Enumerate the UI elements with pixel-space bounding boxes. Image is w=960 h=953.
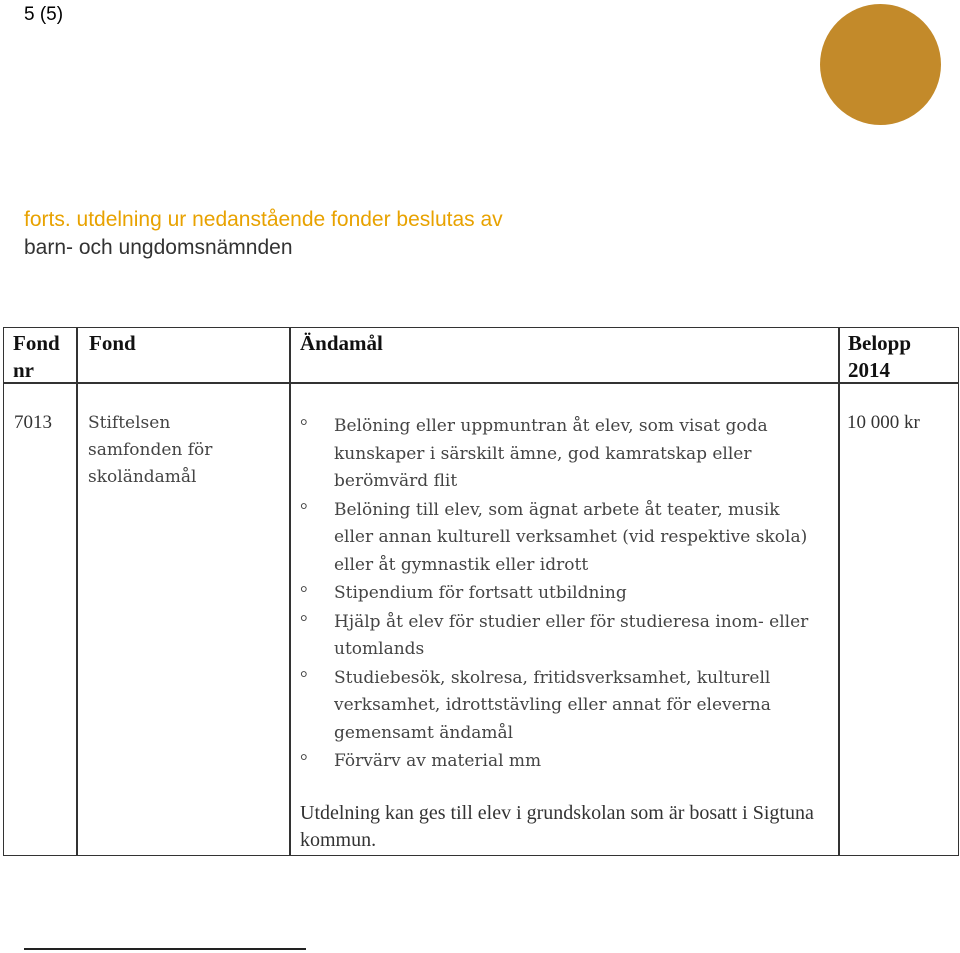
degree-bullet-icon: °	[300, 416, 308, 437]
purpose-item: ° Studiebesök, skolresa, fritidsverksamhet, kulturell verksamhet, idrottstävling eller annat för eleverna gemensamt ändamål	[296, 665, 816, 748]
logo-circle	[820, 4, 941, 125]
amount-value: 10 000 kr	[847, 412, 920, 433]
header-divider	[4, 382, 958, 384]
purpose-item: ° Belöning eller uppmuntran åt elev, som visat goda kunskaper i särskilt ämne, god kamratskap eller berömvärd flit	[296, 413, 816, 496]
header-purpose: Ändamål	[300, 331, 383, 355]
eligibility-note: Utdelning kan ges till elev i grundskolan som är bosatt i Sigtuna kommun.	[300, 802, 814, 851]
section-heading	[24, 206, 724, 262]
degree-bullet-icon: °	[300, 611, 308, 633]
degree-bullet-icon: °	[300, 499, 308, 521]
header-fund-nr: Fond nr	[13, 331, 60, 382]
degree-bullet-icon: °	[300, 751, 308, 772]
column-divider	[838, 328, 840, 855]
heading-line-2: barn- och ungdomsnämnden	[24, 236, 293, 259]
footnote-rule	[24, 948, 306, 950]
purpose-item: ° Stipendium för fortsatt utbildning	[296, 580, 816, 608]
column-divider	[289, 328, 291, 855]
fund-table	[3, 327, 959, 856]
purpose-list	[296, 413, 816, 777]
purpose-item: ° Belöning till elev, som ägnat arbete åt teater, musik eller annan kulturell verksamhet (vid respektive skola) eller åt gymnastik eller idrott	[296, 497, 816, 580]
column-divider	[76, 328, 78, 855]
purpose-item: ° Hjälp åt elev för studier eller för studieresa inom- eller utomlands	[296, 609, 816, 664]
fund-number: 7013	[14, 412, 52, 433]
purpose-item: ° Förvärv av material mm	[296, 748, 816, 776]
header-fund: Fond	[89, 331, 136, 355]
page-number: 5 (5)	[24, 4, 64, 25]
degree-bullet-icon: °	[300, 667, 308, 689]
fund-name: Stiftelsen samfonden för skoländamål	[88, 413, 213, 487]
degree-bullet-icon: °	[300, 583, 308, 604]
heading-line-1: forts. utdelning ur nedanstående fonder beslutas av	[24, 208, 503, 231]
header-amount: Belopp 2014	[848, 331, 912, 382]
